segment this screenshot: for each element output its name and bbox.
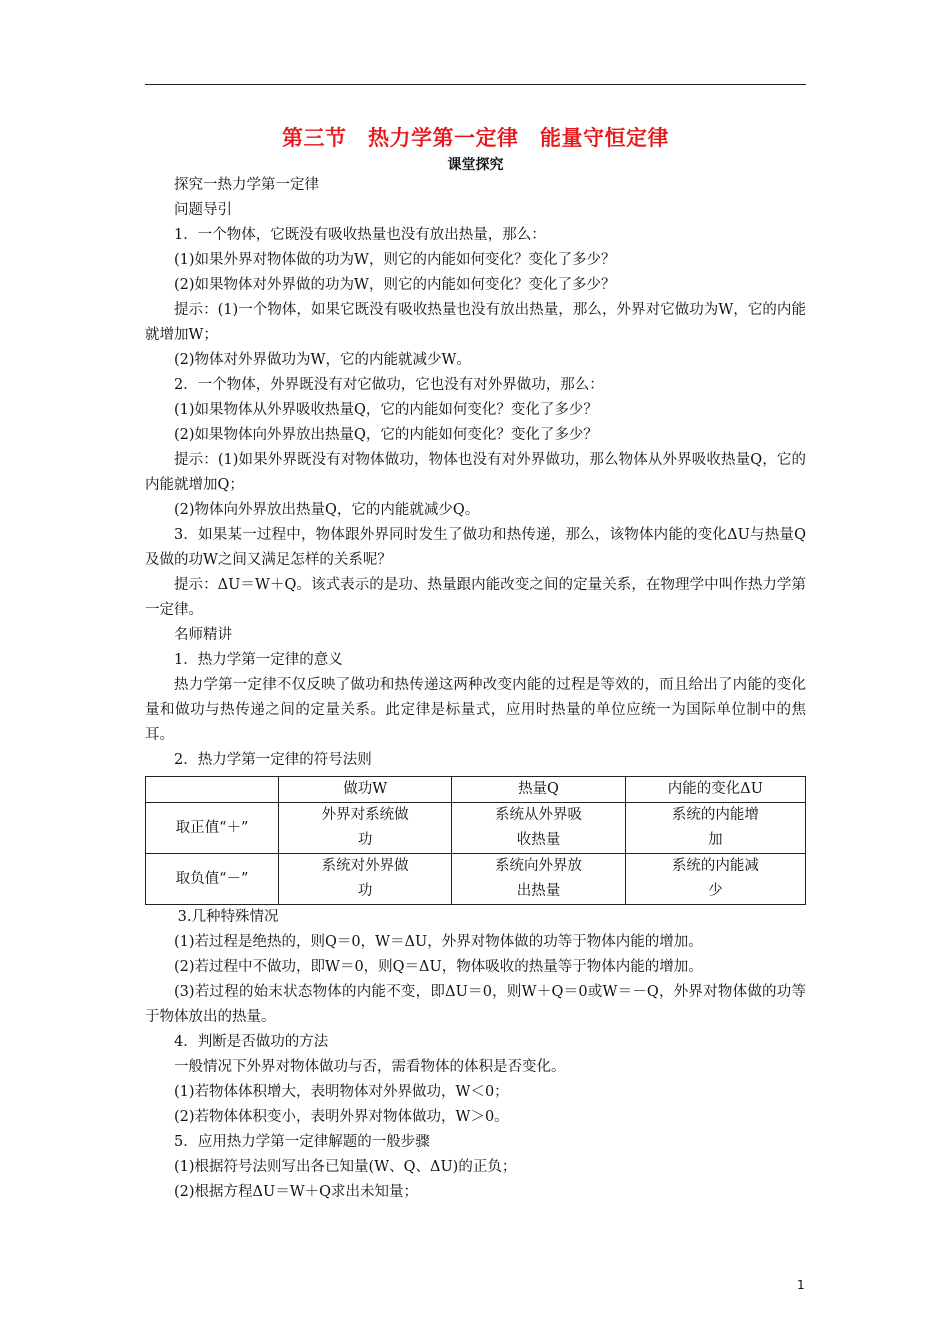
paragraphs-bottom <box>145 905 806 1205</box>
sign-convention-table <box>145 776 806 905</box>
table-header-cell: 内能的变化ΔU <box>625 777 805 803</box>
table-cell-text: 系统的内能增加 <box>671 807 759 848</box>
table-cell-text: 系统从外界吸收热量 <box>495 807 583 848</box>
point-5-step-1: (1)根据符号法则写出各已知量(W、Q、ΔU)的正负； <box>174 1159 517 1175</box>
table-cell <box>452 854 625 905</box>
table-cell <box>625 803 805 854</box>
table-row <box>146 854 806 905</box>
question-2-part-2: (2)如果物体向外界放出热量Q，它的内能如何变化？变化了多少？ <box>174 427 598 443</box>
point-4-case-2: (2)若物体体积变小，表明外界对物体做功，W＞0。 <box>174 1109 509 1125</box>
table-header-row <box>146 777 806 803</box>
hint-1-part-2: (2)物体对外界做功为W，它的内能就减少W。 <box>174 352 471 368</box>
point-4-body: 一般情况下外界对物体做功与否，需看物体的体积是否变化。 <box>174 1059 566 1075</box>
table-corner-cell <box>146 777 279 803</box>
table-header-cell: 做功W <box>279 777 452 803</box>
heading-teacher-explanation: 名师精讲 <box>174 627 232 643</box>
question-1-part-2: (2)如果物体对外界做的功为W，则它的内能如何变化？变化了多少？ <box>174 277 616 293</box>
table-cell <box>279 854 452 905</box>
point-4-case-1: (1)若物体体积增大，表明物体对外界做功，W＜0； <box>174 1084 509 1100</box>
special-case-1: (1)若过程是绝热的，则Q＝0，W＝ΔU，外界对物体做的功等于物体内能的增加。 <box>174 934 703 950</box>
table-cell <box>452 803 625 854</box>
point-1-body: 热力学第一定律不仅反映了做功和热传递这两种改变内能的过程是等效的，而且给出了内能的变化量和做功与热传递之间的定量关系。此定律是标量式，应用时热量的单位应统一为国际单位制中的焦耳。 <box>145 677 806 743</box>
question-1: 1．一个物体，它既没有吸收热量也没有放出热量，那么： <box>174 227 546 243</box>
heading-question-guide: 问题导引 <box>174 202 232 218</box>
table-header-cell: 热量Q <box>452 777 625 803</box>
table-cell-text: 系统向外界放出热量 <box>495 858 583 899</box>
table-row <box>146 803 806 854</box>
special-case-3: (3)若过程的始末状态物体的内能不变，即ΔU＝0，则W＋Q＝0或W＝－Q，外界对物体做的功等于物体放出的热量。 <box>145 984 806 1025</box>
special-case-2: (2)若过程中不做功，即W＝0，则Q＝ΔU，物体吸收的热量等于物体内能的增加。 <box>174 959 703 975</box>
paragraphs-top <box>145 173 806 773</box>
table-cell <box>279 803 452 854</box>
table-cell <box>625 854 805 905</box>
hint-1-part-1: 提示：(1)一个物体，如果它既没有吸收热量也没有放出热量，那么，外界对它做功为W，它的内能就增加W； <box>145 302 806 343</box>
point-1-heading: 1．热力学第一定律的意义 <box>174 652 343 668</box>
point-2-heading: 2．热力学第一定律的符号法则 <box>174 752 372 768</box>
question-2-part-1: (1)如果物体从外界吸收热量Q，它的内能如何变化？变化了多少？ <box>174 402 598 418</box>
hint-2-part-1: 提示：(1)如果外界既没有对物体做功，物体也没有对外界做功，那么物体从外界吸收热量Q，它的内能就增加Q； <box>145 452 806 493</box>
point-5-step-2: (2)根据方程ΔU＝W＋Q求出未知量； <box>174 1184 419 1200</box>
point-4-heading: 4．判断是否做功的方法 <box>174 1034 329 1050</box>
document-title: 第三节 热力学第一定律 能量守恒定律 <box>282 126 669 150</box>
hint-2-part-2: (2)物体向外界放出热量Q，它的内能就减少Q。 <box>174 502 480 518</box>
table-cell-text: 外界对系统做功 <box>321 807 409 848</box>
page-number: 1 <box>797 1278 805 1292</box>
point-3-heading: 3.几种特殊情况 <box>177 909 279 925</box>
table-row-header: 取负值“－” <box>146 854 279 905</box>
header-rule <box>145 84 806 85</box>
table-row-header: 取正值“＋” <box>146 803 279 854</box>
hint-3: 提示：ΔU＝W＋Q。该式表示的是功、热量跟内能改变之间的定量关系，在物理学中叫作热力学第一定律。 <box>145 577 806 618</box>
question-2: 2．一个物体，外界既没有对它做功，它也没有对外界做功，那么： <box>174 377 604 393</box>
table-cell-text: 系统对外界做功 <box>321 858 409 899</box>
point-5-heading: 5．应用热力学第一定律解题的一般步骤 <box>174 1134 430 1150</box>
section-subtitle: 课堂探究 <box>447 157 504 173</box>
table-cell-text: 系统的内能减少 <box>671 858 759 899</box>
document-body <box>145 173 806 1205</box>
question-3: 3．如果某一过程中，物体跟外界同时发生了做功和热传递，那么，该物体内能的变化ΔU与热量Q及做的功W之间又满足怎样的关系呢？ <box>145 527 806 568</box>
heading-inquiry-1: 探究一热力学第一定律 <box>174 177 319 193</box>
question-1-part-1: (1)如果外界对物体做的功为W，则它的内能如何变化？变化了多少？ <box>174 252 616 268</box>
